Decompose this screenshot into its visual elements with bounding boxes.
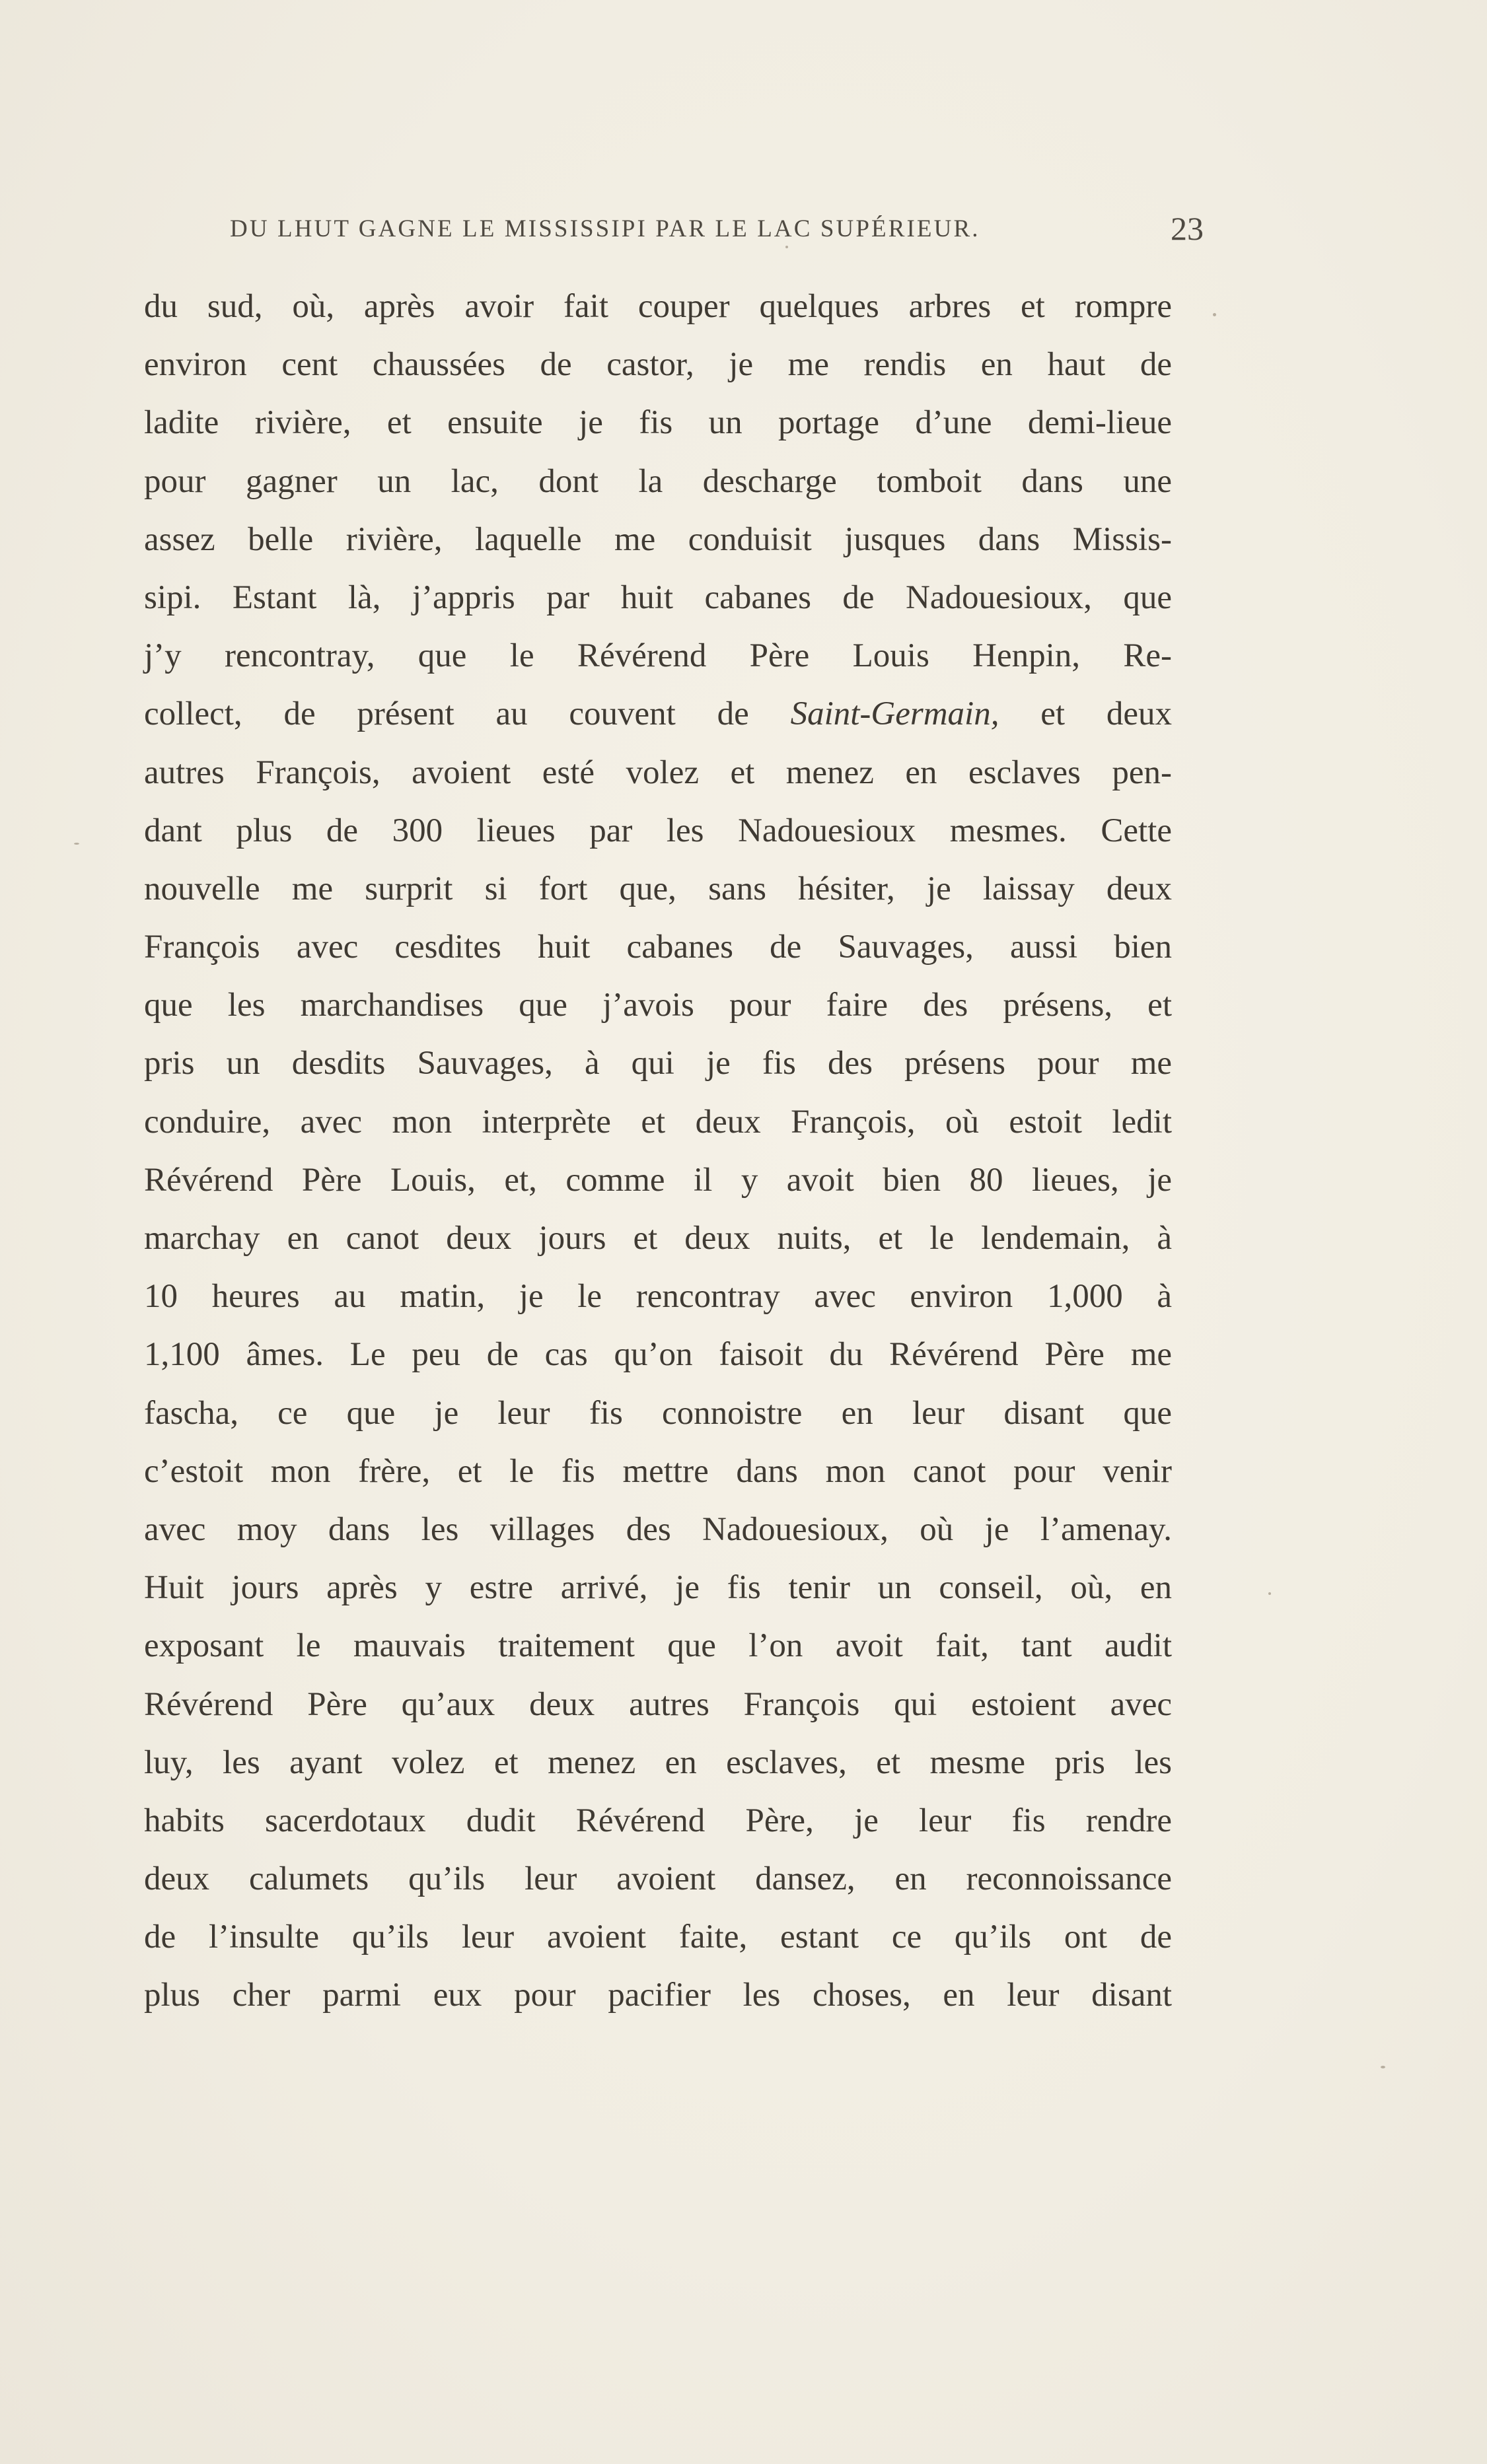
text-line: de l’insulte qu’ils leur avoient faite, estant ce qu’ils ont de xyxy=(144,1918,1172,1956)
text-segment: et deux xyxy=(999,695,1172,733)
text-line-with-italic xyxy=(144,685,1172,743)
text-line: 1,100 âmes. Le peu de cas qu’on faisoit du Révérend Père me xyxy=(144,1336,1172,1374)
text-line: François avec cesdites huit cabanes de Sauvages, aussi bien xyxy=(144,929,1172,966)
text-line: deux calumets qu’ils leur avoient dansez, en reconnoissance xyxy=(144,1860,1172,1898)
italic-place-name: Saint-Germain, xyxy=(790,695,999,733)
text-line: habits sacerdotaux dudit Révérend Père, je leur fis rendre xyxy=(144,1802,1172,1839)
text-line: nouvelle me surprit si fort que, sans hésiter, je laissay deux xyxy=(144,870,1172,907)
text-line: Révérend Père Louis, et, comme il y avoit bien 80 lieues, je xyxy=(144,1161,1172,1199)
text-line: assez belle rivière, laquelle me conduisit jusques dans Missis- xyxy=(144,520,1172,558)
paper-speck xyxy=(785,246,788,248)
text-line: pour gagner un lac, dont la descharge tomboit dans une xyxy=(144,462,1172,500)
text-line: dant plus de 300 lieues par les Nadouesioux mesmes. Cette xyxy=(144,812,1172,849)
paper-speck xyxy=(1213,313,1216,316)
text-line: j’y rencontray, que le Révérend Père Louis Henpin, Re- xyxy=(144,637,1172,675)
paper-speck xyxy=(1381,2066,1385,2068)
text-line: conduire, avec mon interprète et deux François, où estoit ledit xyxy=(144,1103,1172,1141)
text-line: Huit jours après y estre arrivé, je fis tenir un conseil, où, en xyxy=(144,1569,1172,1607)
paper-speck xyxy=(1268,1592,1271,1595)
text-line: luy, les ayant volez et menez en esclaves, et mesme pris les xyxy=(144,1743,1172,1781)
text-segment: collect, de présent au couvent de xyxy=(144,695,791,733)
text-line: c’estoit mon frère, et le fis mettre dans mon canot pour venir xyxy=(144,1452,1172,1490)
body-text xyxy=(144,277,1172,2025)
text-line: plus cher parmi eux pour pacifier les choses, en leur disant xyxy=(144,1977,1172,2014)
text-line: environ cent chaussées de castor, je me rendis en haut de xyxy=(144,346,1172,384)
running-title: DU LHUT GAGNE LE MISSISSIPI PAR LE LAC SUPÉRIEUR. xyxy=(230,215,980,242)
text-line: Révérend Père qu’aux deux autres François qui estoient avec xyxy=(144,1685,1172,1723)
text-line: fascha, ce que je leur fis connoistre en leur disant que xyxy=(144,1394,1172,1432)
text-line: pris un desdits Sauvages, à qui je fis des présens pour me xyxy=(144,1045,1172,1082)
text-line: autres François, avoient esté volez et menez en esclaves pen- xyxy=(144,754,1172,791)
text-line: que les marchandises que j’avois pour faire des présens, et xyxy=(144,987,1172,1024)
text-line: ladite rivière, et ensuite je fis un portage d’une demi-lieue xyxy=(144,404,1172,442)
paper-speck xyxy=(74,843,79,845)
text-line: 10 heures au matin, je le rencontray avec environ 1,000 à xyxy=(144,1278,1172,1316)
text-line: sipi. Estant là, j’appris par huit cabanes de Nadouesioux, que xyxy=(144,579,1172,616)
text-line: marchay en canot deux jours et deux nuits, et le lendemain, à xyxy=(144,1220,1172,1257)
text-line: du sud, où, après avoir fait couper quelques arbres et rompre xyxy=(144,288,1172,325)
text-line: avec moy dans les villages des Nadouesioux, où je l’amenay. xyxy=(144,1510,1172,1548)
text-line: exposant le mauvais traitement que l’on avoit fait, tant audit xyxy=(144,1627,1172,1665)
page-number: 23 xyxy=(1171,210,1204,247)
page-header xyxy=(230,210,1204,254)
